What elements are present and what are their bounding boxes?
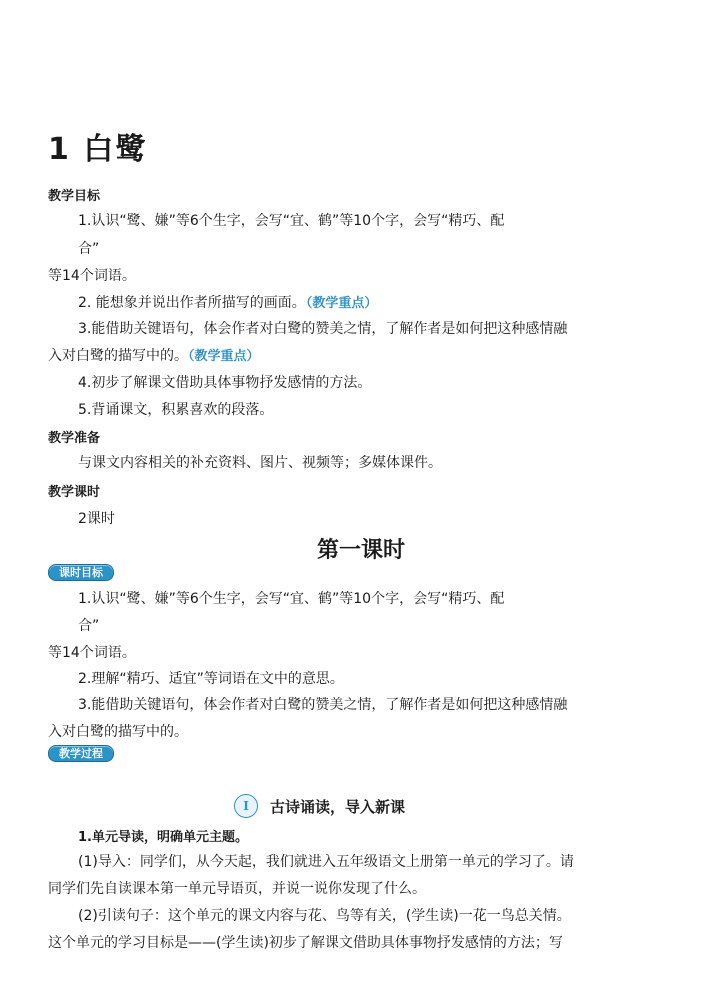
goals-heading: 教学目标 xyxy=(48,189,101,204)
goal-3-line-1: 3.能借助关键语句，体会作者对白鹭的赞美之情，了解作者是如何把这种感情融 xyxy=(78,321,568,337)
lesson-goal-3-line-2: 入对白鹭的描写中的。 xyxy=(48,724,188,740)
process-tag: 教学过程 xyxy=(48,745,114,762)
hours-text: 2课时 xyxy=(78,511,115,527)
section-number-badge: I xyxy=(234,794,258,818)
lesson-goal-3-line-1: 3.能借助关键语句，体会作者对白鹭的赞美之情，了解作者是如何把这种感情融 xyxy=(78,697,568,713)
lesson-goal-2: 2.理解“精巧、适宜”等词语在文中的意思。 xyxy=(78,671,344,687)
para-2-line-1: (2)引读句子：这个单元的课文内容与花、鸟等有关，(学生读)一花一鸟总关情。 xyxy=(78,908,571,924)
lesson-goals-tag: 课时目标 xyxy=(48,564,114,581)
para-2-line-2: 这个单元的学习目标是——(学生读)初步了解课文借助具体事物抒发感情的方法；写 xyxy=(48,935,563,951)
page-title: 1 白鹭 xyxy=(48,132,148,167)
prep-text: 与课文内容相关的补充资料、图片、视频等；多媒体课件。 xyxy=(78,455,442,471)
goal-1-line-3: 等14个词语。 xyxy=(48,268,136,284)
goal-2-key-tag: （教学重点） xyxy=(305,296,378,311)
goal-1-line-1: 1.认识“鹭、嫌”等6个生字，会写“宜、鹤”等10个字，会写“精巧、配 xyxy=(78,213,505,229)
para-1-line-2: 同学们先自读课本第一单元导语页，并说一说你发现了什么。 xyxy=(48,881,426,897)
goal-2-text: 2. 能想象并说出作者所描写的画面。 xyxy=(78,295,306,311)
section-heading xyxy=(0,794,722,818)
goal-5: 5.背诵课文，积累喜欢的段落。 xyxy=(78,402,274,418)
para-1-line-1: (1)导入：同学们，从今天起，我们就进入五年级语文上册第一单元的学习了。请 xyxy=(78,854,574,870)
prep-heading: 教学准备 xyxy=(48,431,101,446)
hours-heading: 教学课时 xyxy=(48,485,101,500)
goal-3-key-tag: （教学重点） xyxy=(188,349,260,364)
goal-3-text: 入对白鹭的描写中的。 xyxy=(48,348,188,364)
lesson-goal-1-line-3: 等14个词语。 xyxy=(48,645,136,661)
section-title: 古诗诵读，导入新课 xyxy=(270,797,406,816)
lesson-goal-1-line-2: 合” xyxy=(78,618,100,634)
goal-3-line-2 xyxy=(48,345,260,365)
lesson-title: 第一课时 xyxy=(316,537,405,563)
lesson-goal-1-line-1: 1.认识“鹭、嫌”等6个生字，会写“宜、鹤”等10个字，会写“精巧、配 xyxy=(78,591,505,607)
goal-4: 4.初步了解课文借助具体事物抒发感情的方法。 xyxy=(78,375,372,391)
goal-1-line-2: 合” xyxy=(78,241,100,257)
goal-2 xyxy=(78,292,377,312)
step-1-heading: 1.单元导读，明确单元主题。 xyxy=(78,830,248,845)
